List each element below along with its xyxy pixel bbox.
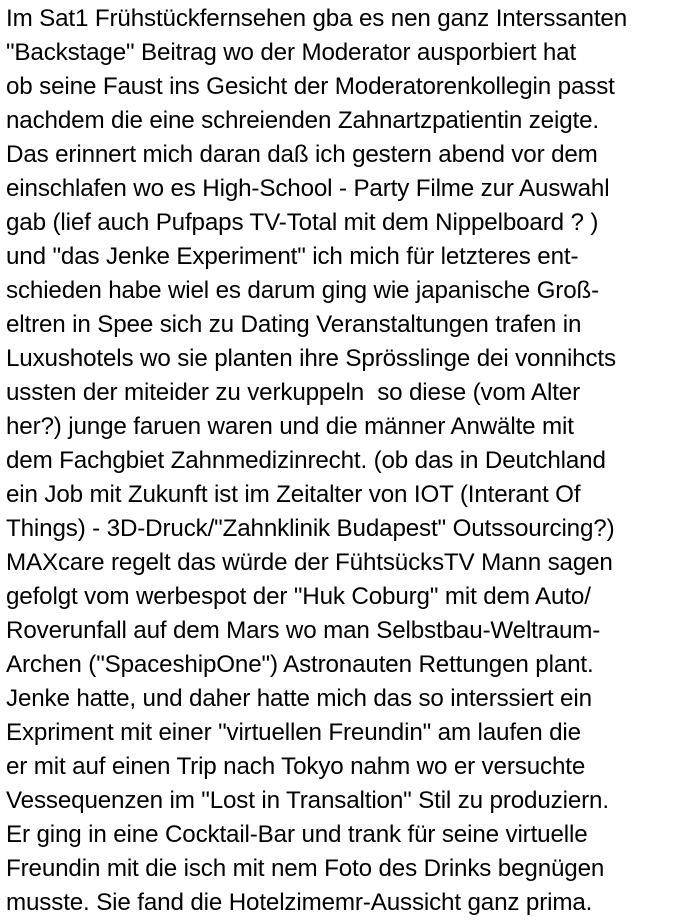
text-line: Jenke hatte, und daher hatte mich das so interssiert ein <box>6 685 592 712</box>
text-line: und "das Jenke Experiment" ich mich für letzteres ent- <box>6 243 579 270</box>
text-line: Expriment mit einer "virtuellen Freundin" am laufen die <box>6 719 581 746</box>
text-line: Freundin mit die isch mit nem Foto des Drinks begnügen <box>6 855 605 882</box>
text-line: MAXcare regelt das würde der FühtsücksTV Mann sagen <box>6 549 613 576</box>
text-line: gab (lief auch Pufpaps TV-Total mit dem Nippelboard ? ) <box>6 209 599 236</box>
text-line: Roverunfall auf dem Mars wo man Selbstbau-Weltraum- <box>6 617 601 644</box>
text-line: eltren in Spee sich zu Dating Veranstaltungen trafen in <box>6 311 582 338</box>
text-line: er mit auf einen Trip nach Tokyo nahm wo er versuchte <box>6 753 586 780</box>
text-line: ob seine Faust ins Gesicht der Moderatorenkollegin passt <box>6 73 615 100</box>
text-line: Archen ("SpaceshipOne") Astronauten Rettungen plant. <box>6 651 594 678</box>
text-line: nachdem die eine schreienden Zahnartzpatientin zeigte. <box>6 107 599 134</box>
text-line: Das erinnert mich daran daß ich gestern abend vor dem <box>6 141 598 168</box>
text-line: ussten der miteider zu verkuppeln so diese (vom Alter <box>6 379 581 406</box>
text-line: schieden habe wiel es darum ging wie japanische Groß- <box>6 277 600 304</box>
text-line: Things) - 3D-Druck/"Zahnklinik Budapest" Outssourcing?) <box>6 515 615 542</box>
text-line: musste. Sie fand die Hotelzimemr-Aussicht ganz prima. <box>6 889 593 916</box>
text-line: Im Sat1 Frühstückfernsehen gba es nen ganz Interssanten <box>6 5 628 32</box>
text-line: Er ging in eine Cocktail-Bar und trank für seine virtuelle <box>6 821 588 848</box>
text-line: ein Job mit Zukunft ist im Zeitalter von IOT (Interant Of <box>6 481 581 508</box>
text-line: "Backstage" Beitrag wo der Moderator ausporbiert hat <box>6 39 577 66</box>
text-line: Luxushotels wo sie planten ihre Sprösslinge dei vonnihcts <box>6 345 616 372</box>
text-line: gefolgt vom werbespot der "Huk Coburg" mit dem Auto/ <box>6 583 591 610</box>
text-line: einschlafen wo es High-School - Party Filme zur Auswahl <box>6 175 610 202</box>
text-line: dem Fachgbiet Zahnmedizinrecht. (ob das in Deutchland <box>6 447 606 474</box>
text-line: Vessequenzen im "Lost in Transaltion" Stil zu produziern. <box>6 787 609 814</box>
text-line: her?) junge faruen waren und die männer Anwälte mit <box>6 413 574 440</box>
